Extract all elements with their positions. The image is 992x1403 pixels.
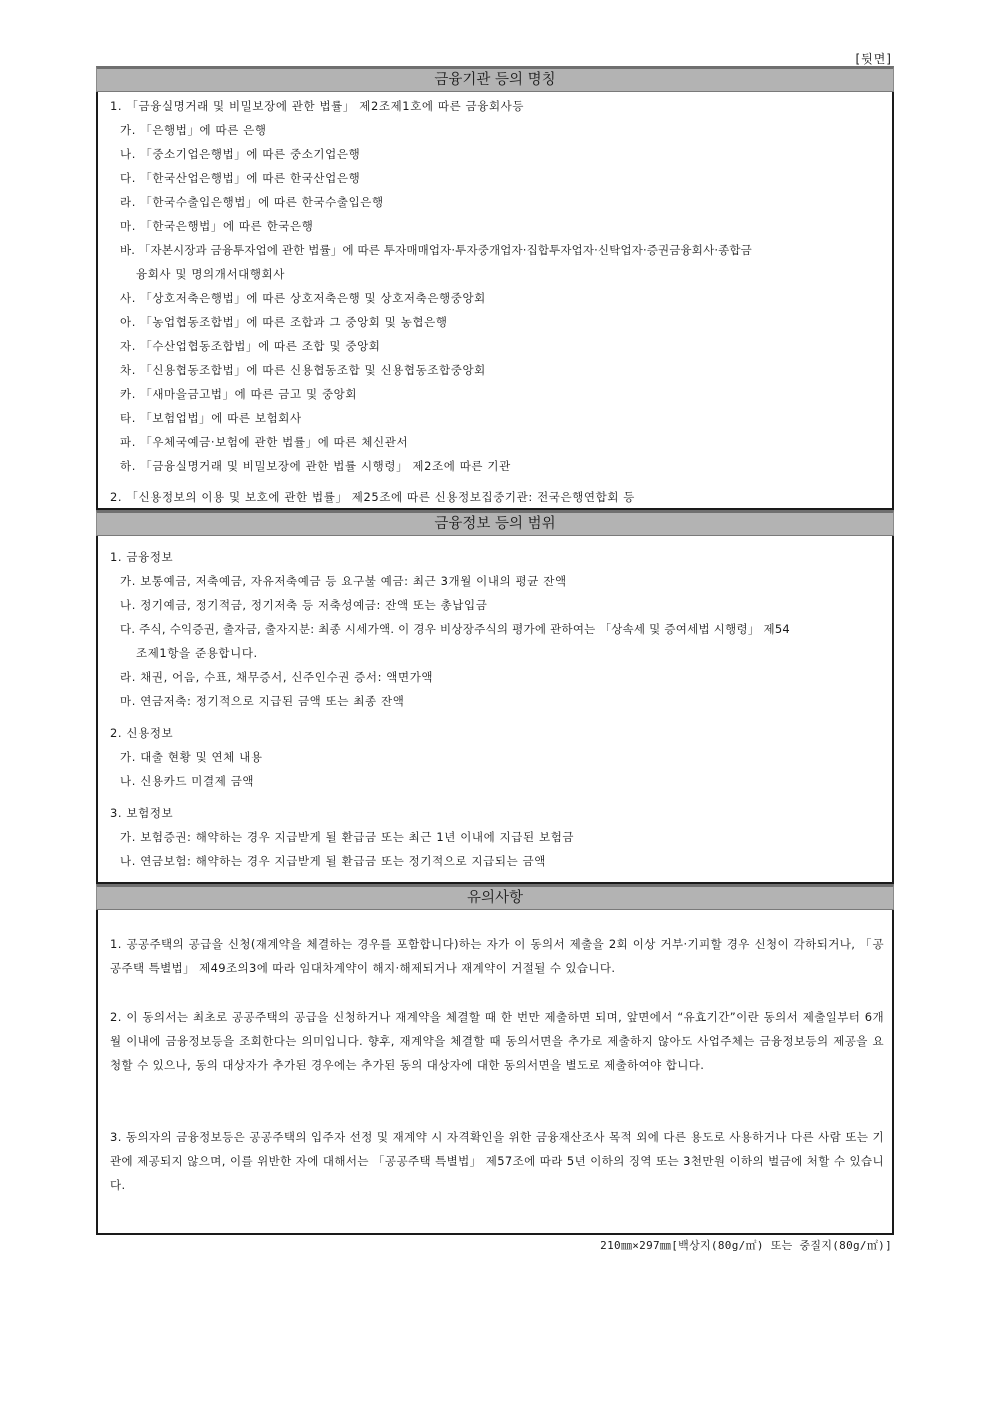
list-item-continued: 조제1항을 준용합니다. <box>136 646 258 660</box>
list-item: 라. 「한국수출입은행법」에 따른 한국수출입은행 <box>120 195 384 209</box>
section-header-notes: 유의사항 <box>96 884 894 910</box>
section-box-institutions <box>96 92 894 510</box>
list-item: 가. 보험증권: 해약하는 경우 지급받게 될 환급금 또는 최근 1년 이내에 지급된 보험금 <box>120 830 575 844</box>
notice-paragraph: 3. 동의자의 금융정보등은 공공주택의 입주자 선정 및 재계약 시 자격확인을 위한 금융재산조사 목적 외에 다른 용도로 사용하거나 다른 사람 또는 기관에 제공되지 않으며, 이를 위반한 자에 대해서는 「공공주택 특별법」 제57조에 따라 5년 이하의 징역 또는 3천만원 이하의 벌금에 처할 수 있습니다. <box>110 1130 885 1192</box>
list-item: 2. 「신용정보의 이용 및 보호에 관한 법률」 제25조에 따른 신용정보집중기관: 전국은행연합회 등 <box>110 490 636 504</box>
list-item: 마. 「한국은행법」에 따른 한국은행 <box>120 219 314 233</box>
list-item: 차. 「신용협동조합법」에 따른 신용협동조합 및 신용협동조합중앙회 <box>120 363 486 377</box>
list-item: 가. 보통예금, 저축예금, 자유저축예금 등 요구불 예금: 최근 3개월 이내의 평균 잔액 <box>120 574 567 588</box>
list-item: 파. 「우체국예금·보험에 관한 법률」에 따른 체신관서 <box>120 435 409 449</box>
notice-paragraph: 1. 공공주택의 공급을 신청(재계약을 체결하는 경우를 포함합니다)하는 자가 이 동의서 제출을 2회 이상 거부·기피할 경우 신청이 각하되거나, 「공공주택 특별법」 제49조의3에 따라 임대차계약이 해지·해제되거나 재계약이 거절될 수 있습니다. <box>110 937 884 975</box>
page-side-label: [뒷면] <box>855 52 892 66</box>
list-item: 가. 「은행법」에 따른 은행 <box>120 123 267 137</box>
section-box-financial-info <box>96 536 894 884</box>
list-item-continued: 융회사 및 명의개서대행회사 <box>136 267 286 281</box>
paper-size-note: 210㎜×297㎜[백상지(80g/㎡) 또는 중질지(80g/㎡)] <box>600 1239 892 1252</box>
list-item: 1. 「금융실명거래 및 비밀보장에 관한 법률」 제2조제1호에 따른 금융회사등 <box>110 99 525 113</box>
section-box-notes <box>96 910 894 1235</box>
list-item: 나. 「중소기업은행법」에 따른 중소기업은행 <box>120 147 361 161</box>
list-item: 나. 연금보험: 해약하는 경우 지급받게 될 환급금 또는 정기적으로 지급되는 금액 <box>120 854 546 868</box>
list-item: 라. 채권, 어음, 수표, 채무증서, 신주인수권 증서: 액면가액 <box>120 670 434 684</box>
list-item: 3. 보험정보 <box>110 806 174 820</box>
list-item: 다. 주식, 수익증권, 출자금, 출자지분: 최종 시세가액. 이 경우 비상장주식의 평가에 관하여는 「상속세 및 증여세법 시행령」 제54 <box>120 622 790 636</box>
list-item: 마. 연금저축: 정기적으로 지급된 금액 또는 최종 잔액 <box>120 694 405 708</box>
list-item: 나. 신용카드 미결제 금액 <box>120 774 255 788</box>
section-header-financial-info: 금융정보 등의 범위 <box>96 510 894 536</box>
list-item: 자. 「수산업협동조합법」에 따른 조합 및 중앙회 <box>120 339 381 353</box>
list-item: 나. 정기예금, 정기적금, 정기저축 등 저축성예금: 잔액 또는 총납입금 <box>120 598 488 612</box>
list-item: 아. 「농업협동조합법」에 따른 조합과 그 중앙회 및 농협은행 <box>120 315 448 329</box>
list-item: 사. 「상호저축은행법」에 따른 상호저축은행 및 상호저축은행중앙회 <box>120 291 486 305</box>
section-header-institutions: 금융기관 등의 명칭 <box>96 66 894 92</box>
list-item: 타. 「보험업법」에 따른 보험회사 <box>120 411 302 425</box>
notice-paragraph: 2. 이 동의서는 최초로 공공주택의 공급을 신청하거나 재계약을 체결할 때 한 번만 제출하면 되며, 앞면에서 “유효기간”이란 동의서 제출일부터 6개월 이내에 금융정보등을 조회한다는 의미입니다. 향후, 재계약을 체결할 때 동의서면을 추가로 제출하지 않아도 사업주체는 금융정보등의 제공을 요청할 수 있으나, 동의 대상자가 추가된 경우에는 추가된 동의 대상자에 대한 동의서면을 별도로 제출하여야 합니다. <box>110 1010 884 1072</box>
list-item: 1. 금융정보 <box>110 550 174 564</box>
list-item: 하. 「금융실명거래 및 비밀보장에 관한 법률 시행령」 제2조에 따른 기관 <box>120 459 511 473</box>
list-item: 카. 「새마을금고법」에 따른 금고 및 중앙회 <box>120 387 358 401</box>
list-item: 다. 「한국산업은행법」에 따른 한국산업은행 <box>120 171 361 185</box>
list-item: 가. 대출 현황 및 연체 내용 <box>120 750 263 764</box>
list-item: 2. 신용정보 <box>110 726 174 740</box>
list-item: 바. 「자본시장과 금융투자업에 관한 법률」에 따른 투자매매업자·투자중개업자·집합투자업자·신탁업자·증권금융회사·종합금 <box>120 243 752 257</box>
